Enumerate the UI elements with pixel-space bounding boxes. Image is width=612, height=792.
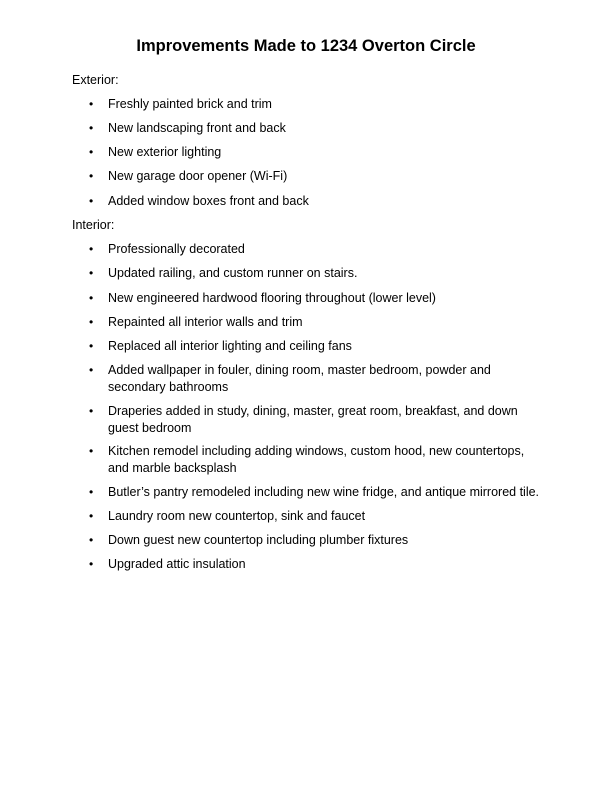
list-item-text: Freshly painted brick and trim xyxy=(108,97,272,111)
list-item xyxy=(72,96,542,113)
list-item-text: Repainted all interior walls and trim xyxy=(108,315,303,329)
page-title: Improvements Made to 1234 Overton Circle xyxy=(136,37,476,55)
bullet-icon: • xyxy=(89,97,94,111)
list-item xyxy=(72,443,542,476)
bullet-icon: • xyxy=(89,242,94,256)
section-label-exterior: Exterior: xyxy=(72,73,119,87)
list-item-text: Upgraded attic insulation xyxy=(108,557,246,571)
bullet-icon: • xyxy=(89,533,94,547)
bullet-icon: • xyxy=(89,339,94,353)
list-item-text: Updated railing, and custom runner on stairs. xyxy=(108,266,358,280)
bullet-icon: • xyxy=(89,444,94,458)
bullet-icon: • xyxy=(89,145,94,159)
list-item xyxy=(72,265,542,282)
list-item-text: Butler’s pantry remodeled including new wine fridge, and antique mirrored tile. xyxy=(108,485,540,499)
list-item xyxy=(72,144,542,161)
list-item xyxy=(72,314,542,331)
list-item xyxy=(72,484,542,501)
list-item-text: Added window boxes front and back xyxy=(108,194,309,208)
list-item xyxy=(72,193,542,210)
bullet-icon: • xyxy=(89,266,94,280)
section-label-interior: Interior: xyxy=(72,218,115,232)
list-item xyxy=(72,532,542,549)
list-item xyxy=(72,403,542,436)
bullet-icon: • xyxy=(89,557,94,571)
list-item xyxy=(72,241,542,258)
list-item xyxy=(72,120,542,137)
list-item-text: Added wallpaper in fouler, dining room, master bedroom, powder and secondary bathrooms xyxy=(108,363,491,394)
list-item-text: Draperies added in study, dining, master, great room, breakfast, and down guest bedroom xyxy=(108,404,518,435)
bullet-icon: • xyxy=(89,509,94,523)
list-item xyxy=(72,362,542,395)
list-item-text: Kitchen remodel including adding windows, custom hood, new countertops, and marble backsplash xyxy=(108,444,525,475)
bullet-icon: • xyxy=(89,121,94,135)
bullet-icon: • xyxy=(89,315,94,329)
list-item-text: Down guest new countertop including plumber fixtures xyxy=(108,533,409,547)
list-item xyxy=(72,290,542,307)
bullet-icon: • xyxy=(89,194,94,208)
list-item-text: Laundry room new countertop, sink and faucet xyxy=(108,509,366,523)
list-item-text: New engineered hardwood flooring throughout (lower level) xyxy=(108,291,436,305)
bullet-icon: • xyxy=(89,404,94,418)
list-item-text: Replaced all interior lighting and ceiling fans xyxy=(108,339,352,353)
bullet-icon: • xyxy=(89,485,94,499)
list-item xyxy=(72,508,542,525)
list-item-text: New exterior lighting xyxy=(108,145,222,159)
list-item-text: New landscaping front and back xyxy=(108,121,286,135)
list-item-text: Professionally decorated xyxy=(108,242,245,256)
bullet-icon: • xyxy=(89,291,94,305)
bullet-icon: • xyxy=(89,363,94,377)
list-item xyxy=(72,168,542,185)
list-item-text: New garage door opener (Wi-Fi) xyxy=(108,169,288,183)
list-item xyxy=(72,338,542,355)
bullet-icon: • xyxy=(89,169,94,183)
list-item xyxy=(72,556,542,573)
